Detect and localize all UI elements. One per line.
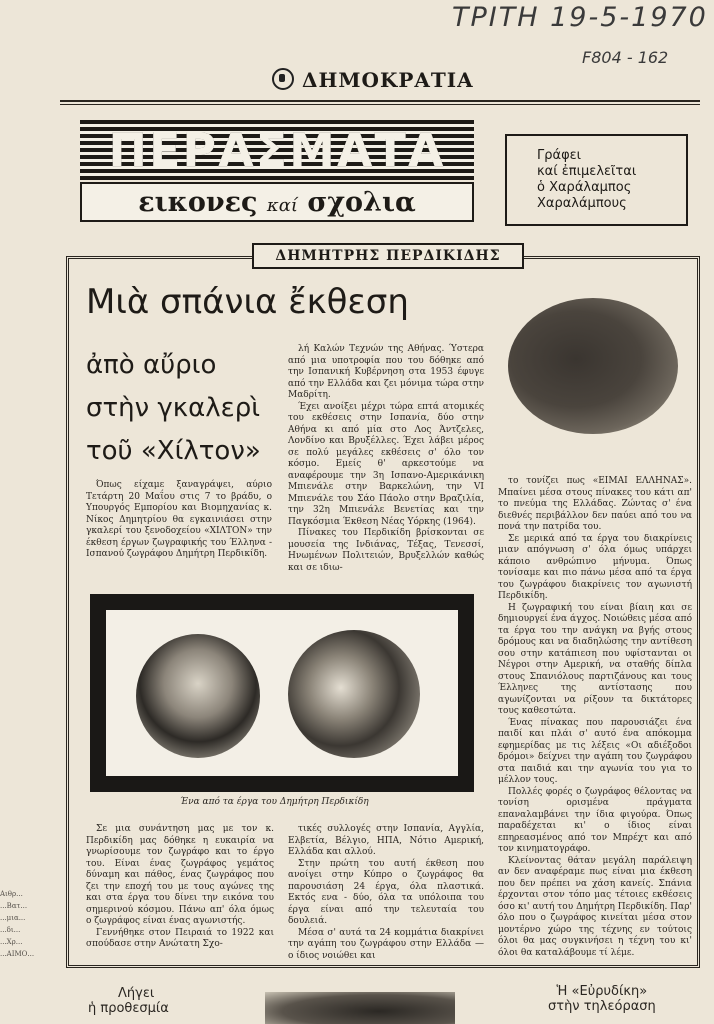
artist-photo [508, 298, 678, 434]
paragraph: Σε μια συνάντηση μας με τον κ. Περδικίδη μας δόθηκε η ευκαιρία να γνωρίσουμε τον ζωγράφο και το έργο του. Είναι ένας ζωγράφος γεμάτος δύναμη και πάθος, ένας ζωγράφος που ζει την εποχή του με τους αγώνες της και στα έργα του δίνει την εικόνα του σημερινού κόσμου. Πάνω απ' όλα όμως ο ζωγράφος είναι ένας αγωνιστής. [86, 824, 274, 926]
footer-photo [265, 992, 455, 1024]
footer-left-line: ἡ προθεσμία [88, 1001, 169, 1016]
paragraph: Κλείνοντας θάταν μεγάλη παράλειψη αν δεν αναφέραμε πως είναι μια έκθεση που δεν πρέπει να χάση κανείς. Σπάνια έρχονται στον τόπο μας τέτοιες εκθέσεις όσο κι' αυτή του Δημήτρη Περδικίδη. Παρ' όλο που ο ζωγράφος κινείται μέσα στον μοντέρνο χώρο της τέχνης εν τούτοις όλοι θα μας συγκινήσει η τέχνη του κι' όλοι θα καταλάβουμε τί λέμε. [498, 855, 692, 958]
editor-credit-box [505, 134, 688, 226]
column-title-banner [80, 120, 474, 180]
paragraph: Η ζωγραφική του είναι βίαιη και σε δημιουργεί ένα άγχος. Νοιώθεις μέσα από τα έργα του την ανάγκη να βγής στους δρόμους και να διαδηλώσης την αντίθεση σου στην κατάπιεση που υφίστανται οι Νέγροι στην Αμερική, να σταθής δίπλα στους Σπανιόλους παρτιζάνους και τους Έλληνες της αντίστασης που αγωνίζονται να ρίξουν τα δικτάτορες τους καθεστώτα. [498, 602, 692, 716]
paragraph: Πολλές φορές ο ζωγράφος θέλοντας να τονίση ορισμένα πράγματα επαναλαμβάνει την ίδια φιγούρα. Όπως παραδέχεται κι' ο ίδιος είναι επηρεασμένος από τον Μπρέχτ και από τον κινηματογράφο. [498, 786, 692, 854]
paragraph: Έχει ανοίξει μέχρι τώρα επτά ατομικές του εκθέσεις στην Ισπανία, δύο στην Αθήνα κι από μία στο Λος Άντζελες, Λονδίνο και Βρυξέλλες. Έχει λάβει μέρος σε πολύ μεγάλες εκθέσεις σ' όλο τον κόσμο. Εμείς θ' αρκεστούμε να αναφέρουμε την 3η Ισπανο-Αμερικάνικη Μπιενάλε στην Βαρκελώνη, την VI Μπιενάλε του Σάο Πάολο στην Βραζιλία, την 32η Μπιενάλε Βενετίας και την Παγκόσμια Έκθεση Νέας Υόρκης (1964). [288, 401, 484, 527]
subtitle-word-1: εικονες [138, 187, 258, 218]
editor-line: Χαραλάμπους [537, 196, 627, 211]
paragraph: Ένας πίνακας που παρουσιάζει ένα παιδί και πλάι σ' αυτό ένα απόκομμα εφημερίδας με τις λέξεις «Οι αδιέξοδοι δρόμοι» δείχνει την αγάπη του ζωγράφου στα παιδιά και την αγωνία του για το μέλλον τους. [498, 717, 692, 785]
paragraph: Σε μερικά από τα έργα του διακρίνεις μιαν απόγνωση σ' όλα όμως υπάρχει κάποιο ανθρώπινο μήνυμα. Όπως τονίσαμε και πιο πάνω μέσα από τα έργα του ζωγράφου διακρίνεις τον αγωνιστή Περδικίδη. [498, 533, 692, 601]
footer-right-headline [548, 984, 656, 1014]
paragraph: λή Καλών Τεχνών της Αθήνας. Ύστερα από μια υποτροφία που του δόθηκε από την Ισπανική Κυβέρνηση στα 1953 έφυγε από την Ελλάδα και ζει μόνιμα τώρα στην Μαδρίτη. [288, 344, 484, 400]
editor-line: καί ἐπιμελεῖται [537, 164, 637, 179]
margin-line: ...Βατ... [0, 902, 28, 910]
subhead-line: ἀπὸ αὔριο [86, 350, 217, 380]
artwork-photo-inner [106, 610, 458, 776]
paragraph: το τονίζει πως «ΕΙΜΑΙ ΕΛΛΗΝΑΣ». Μπαίνει μέσα στους πίνακες του κάτι απ' το πνεύμα της Ελλάδας. Ζώντας σ' ένα διεθνές περιβάλλον δεν παύει από του να πονά την πατρίδα του. [498, 476, 692, 532]
paragraph: Μέσα σ' αυτά τα 24 κομμάτια διακρίνει την αγάπη του ζωγράφου στην Ελλάδα — ο ίδιος νοιώθει και [288, 927, 484, 961]
masthead-rule [60, 100, 700, 102]
paragraph: τικές συλλογές στην Ισπανία, Αγγλία, Ελβετία, Βέλγιο, ΗΠΑ, Νότιο Αμερική, Ελλάδα και αλλού. [288, 824, 484, 857]
margin-line: ...μια... [0, 914, 26, 922]
editor-line: Γράφει [537, 148, 582, 163]
editor-line: ὁ Χαράλαμπος [537, 180, 632, 195]
author-byline: ΔΗΜΗΤΡΗΣ ΠΕΡΔΙΚΙΔΗΣ [252, 243, 524, 269]
paragraph: Όπως είχαμε ξαναγράψει, αύριο Τετάρτη 20 Μαΐου στις 7 το βράδυ, ο Υπουργός Εμπορίου και Βιομηχανίας κ. Νίκος Δημητρίου θα εγκαινιάσει στην γκαλερί του ξενοδοχείου «ΧΙΛΤΟΝ» την έκθεση έργων ζωγραφικής του Έλληνα - Ισπανού ζωγράφου Δημήτρη Περδικίδη. [86, 480, 272, 559]
margin-line: ...Χρ... [0, 938, 23, 946]
column-subtitle [80, 182, 474, 222]
subtitle-word-2: καί [266, 195, 298, 216]
subhead-line: τοῦ «Χίλτον» [86, 436, 261, 466]
subtitle-word-3: σχολια [307, 187, 416, 218]
article-column-2-top [288, 344, 484, 574]
article-column-2-bottom [288, 824, 484, 962]
margin-fragment [0, 888, 50, 960]
paragraph: Στην πρώτη του αυτή έκθεση που ανοίγει στην Κύπρο ο ζωγράφος θα παρουσιάση 24 έργα, όλα πλαστικά. Εκτός ενα - δύο, όλα τα υπόλοιπα του έργα είναι από την τελευταία του δουλειά. [288, 858, 484, 926]
artwork-circle-right [288, 630, 420, 758]
paragraph: Πίνακες του Περδικίδη βρίσκονται σε μουσεία της Ινδιάνας, Τέξας, Τενεσσί, Ηνωμένων Πολιτειών, Βρυξελλών καθώς και σε ιδιω- [288, 528, 484, 573]
masthead-rule-thin [60, 104, 700, 105]
footer-right-line: Ἡ «Εὐρυδίκη» [556, 984, 648, 999]
margin-line: ...δι... [0, 926, 21, 934]
article-column-1-bottom [86, 824, 274, 951]
artwork-photo [90, 594, 474, 792]
article-subhead [86, 344, 286, 473]
handwritten-date: ΤΡΙΤΗ 19-5-1970 [452, 2, 708, 33]
handwritten-code: F804 - 162 [582, 48, 669, 67]
column-title: ΠΕΡΑΣΜΑΤΑ [108, 123, 446, 177]
masthead [272, 68, 474, 92]
subhead-line: στὴν γκαλερὶ [86, 393, 260, 423]
footer-left-headline [88, 986, 169, 1016]
article-column-3 [498, 476, 692, 959]
margin-line: ...ΑΙΜΟ... [0, 950, 35, 958]
artwork-circle-left [136, 634, 260, 758]
paragraph: Γεννήθηκε στον Πειραιά το 1922 και σπούδασε στην Ανώτατη Σχο- [86, 927, 274, 949]
article-column-1-top [86, 480, 272, 561]
footer-left-line: Λήγει [118, 986, 155, 1001]
footer-right-line: στὴν τηλεόραση [548, 999, 656, 1014]
article-headline: Μιὰ σπάνια ἔκθεση [86, 282, 409, 322]
newspaper-logo-icon [272, 68, 294, 90]
margin-line: Αιθρ... [0, 890, 23, 898]
photo-caption: Ένα από τα έργα του Δημήτρη Περδικίδη [180, 797, 369, 807]
newspaper-name: ΔΗΜΟΚΡΑΤΙΑ [302, 68, 474, 92]
